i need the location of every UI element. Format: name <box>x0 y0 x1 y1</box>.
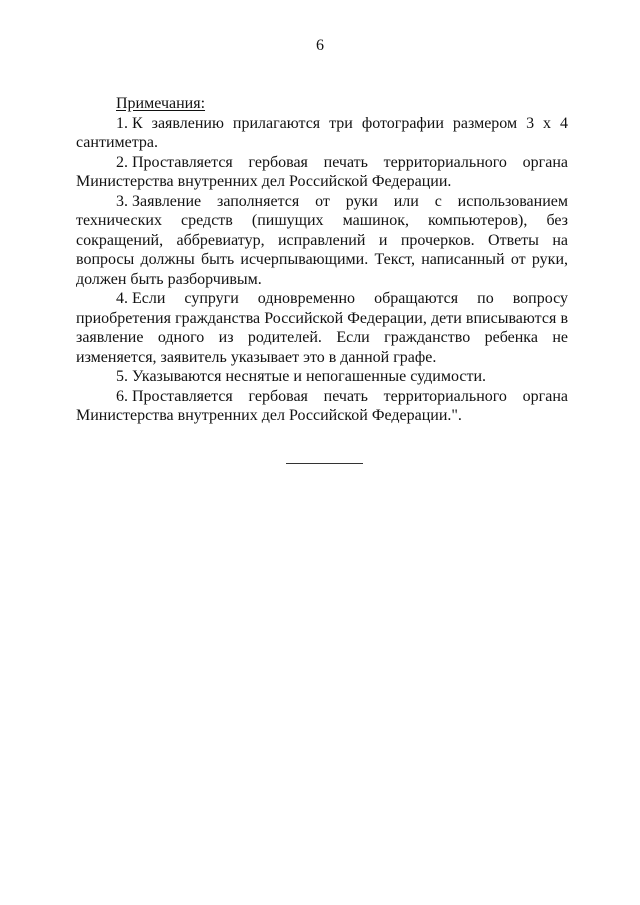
notes-section <box>76 94 568 426</box>
note-text: К заявлению прилагаются три фотографии размером 3 х 4 сантиметра. <box>76 114 568 151</box>
note-item-5 <box>76 367 568 387</box>
note-number: 1. <box>116 114 128 132</box>
note-item-2 <box>76 153 568 192</box>
note-number: 3. <box>116 192 128 210</box>
note-text: Заявление заполняется от руки или с использованием технических средств (пишущих машинок, компьютеров), без сокращений, аббревиатур, исправлений и прочерков. Ответы на вопросы должны быть исчерпывающими. Текст, написанный от руки, должен быть разборчивым. <box>76 192 568 288</box>
note-item-4 <box>76 289 568 367</box>
note-item-6 <box>76 387 568 426</box>
note-item-3 <box>76 192 568 290</box>
note-number: 6. <box>116 387 128 405</box>
note-number: 5. <box>116 368 128 385</box>
note-number: 2. <box>116 153 128 171</box>
note-item-1 <box>76 114 568 153</box>
note-text: Указываются неснятые и непогашенные судимости. <box>132 368 487 385</box>
note-text: Проставляется гербовая печать территориального органа Министерства внутренних дел Российской Федерации.". <box>76 387 568 424</box>
note-text: Если супруги одновременно обращаются по вопросу приобретения гражданства Российской Федерации, дети вписываются в заявление одного из родителей. Если гражданство ребенка не изменяется, заявитель указывает это в данной графе. <box>76 290 568 366</box>
note-number: 4. <box>116 290 128 307</box>
notes-heading: Примечания: <box>116 95 206 112</box>
end-of-document-rule <box>286 463 363 464</box>
note-text: Проставляется гербовая печать территориального органа Министерства внутренних дел Российской Федерации. <box>76 153 568 190</box>
page-number: 6 <box>316 37 324 54</box>
